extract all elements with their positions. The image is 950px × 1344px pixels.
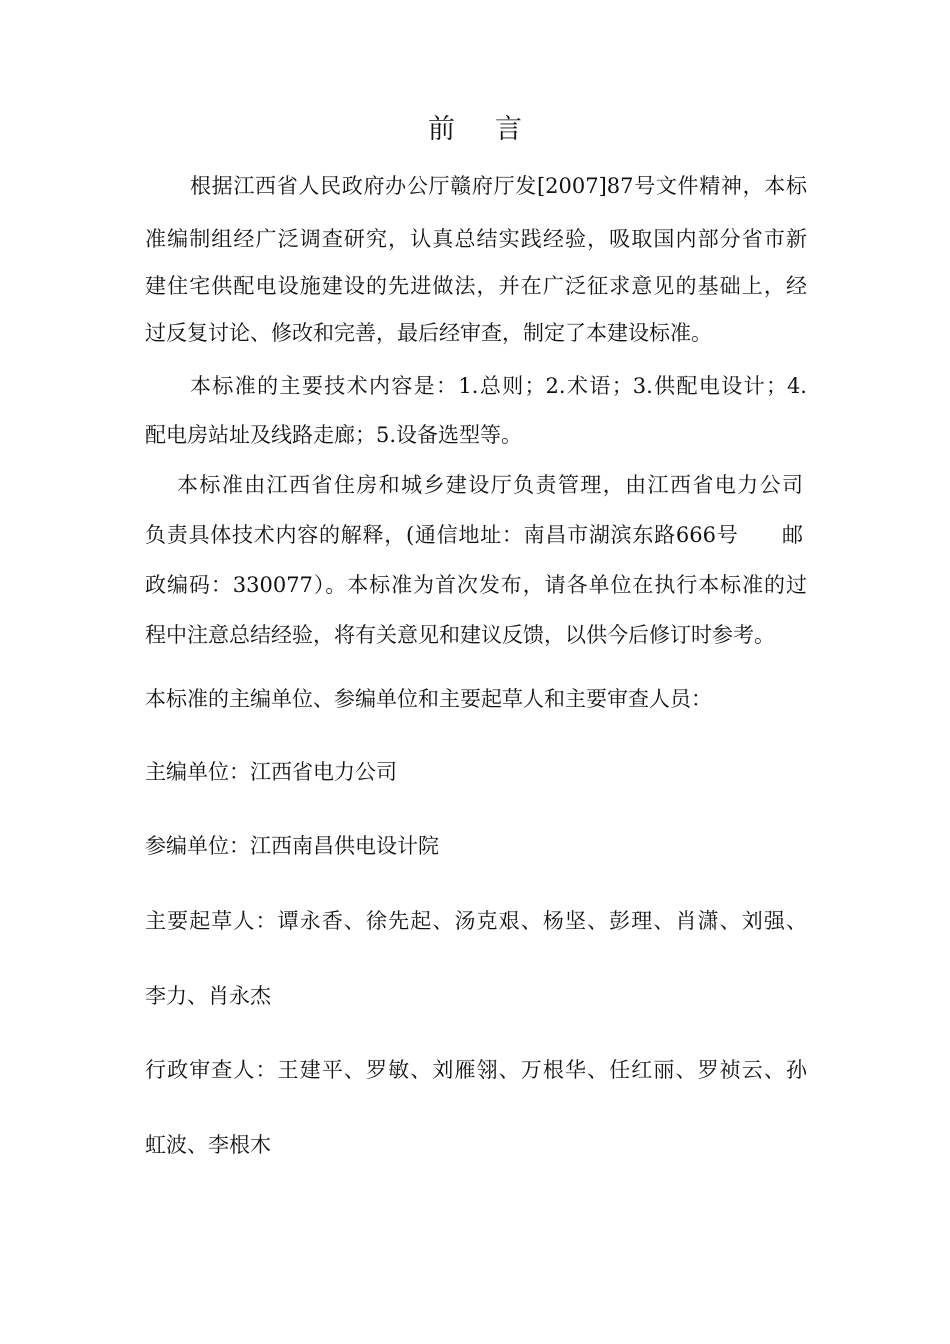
paragraph-1-line-4: 过反复讨论、修改和完善，最后经审查，制定了本建设标准。 [145, 321, 712, 345]
chief-editor-unit: 主编单位：江西省电力公司 [145, 760, 397, 784]
units-intro: 本标准的主编单位、参编单位和主要起草人和主要审查人员： [145, 687, 712, 711]
paragraph-1-line-2: 准编制组经广泛调查研究，认真总结实践经验，吸取国内部分省市新 [145, 227, 807, 251]
title-char-1: 前 [428, 114, 455, 145]
page-title [0, 110, 950, 150]
paragraph-2-line-2: 配电房站址及线路走廊；5.设备选型等。 [145, 423, 523, 447]
drafters-line-1: 主要起草人：谭永香、徐先起、汤克艰、杨坚、彭理、肖潇、刘强、 [145, 909, 807, 933]
paragraph-3-line-2: 负责具体技术内容的解释，(通信地址：南昌市湖滨东路666号 邮 [145, 523, 803, 547]
reviewers-line-1: 行政审查人：王建平、罗敏、刘雁翎、万根华、任红丽、罗祯云、孙 [145, 1058, 807, 1082]
title-char-2: 言 [495, 114, 522, 145]
paragraph-2-line-1: 本标准的主要技术内容是：1.总则；2.术语；3.供配电设计；4. [190, 374, 807, 398]
drafters-line-2: 李力、肖永杰 [145, 984, 271, 1008]
paragraph-3-line-3: 政编码：330077）。本标准为首次发布，请各单位在执行本标准的过 [145, 573, 807, 597]
reviewers-line-2: 虹波、李根木 [145, 1133, 271, 1157]
paragraph-1-line-1: 根据江西省人民政府办公厅赣府厅发[2007]87号文件精神，本标 [190, 174, 807, 198]
paragraph-3-line-4: 程中注意总结经验，将有关意见和建议反馈，以供今后修订时参考。 [145, 623, 775, 647]
paragraph-3-line-1: 本标准由江西省住房和城乡建设厅负责管理，由江西省电力公司 [177, 473, 803, 497]
participating-unit: 参编单位：江西南昌供电设计院 [145, 834, 439, 858]
paragraph-1-line-3: 建住宅供配电设施建设的先进做法，并在广泛征求意见的基础上，经 [145, 274, 807, 298]
